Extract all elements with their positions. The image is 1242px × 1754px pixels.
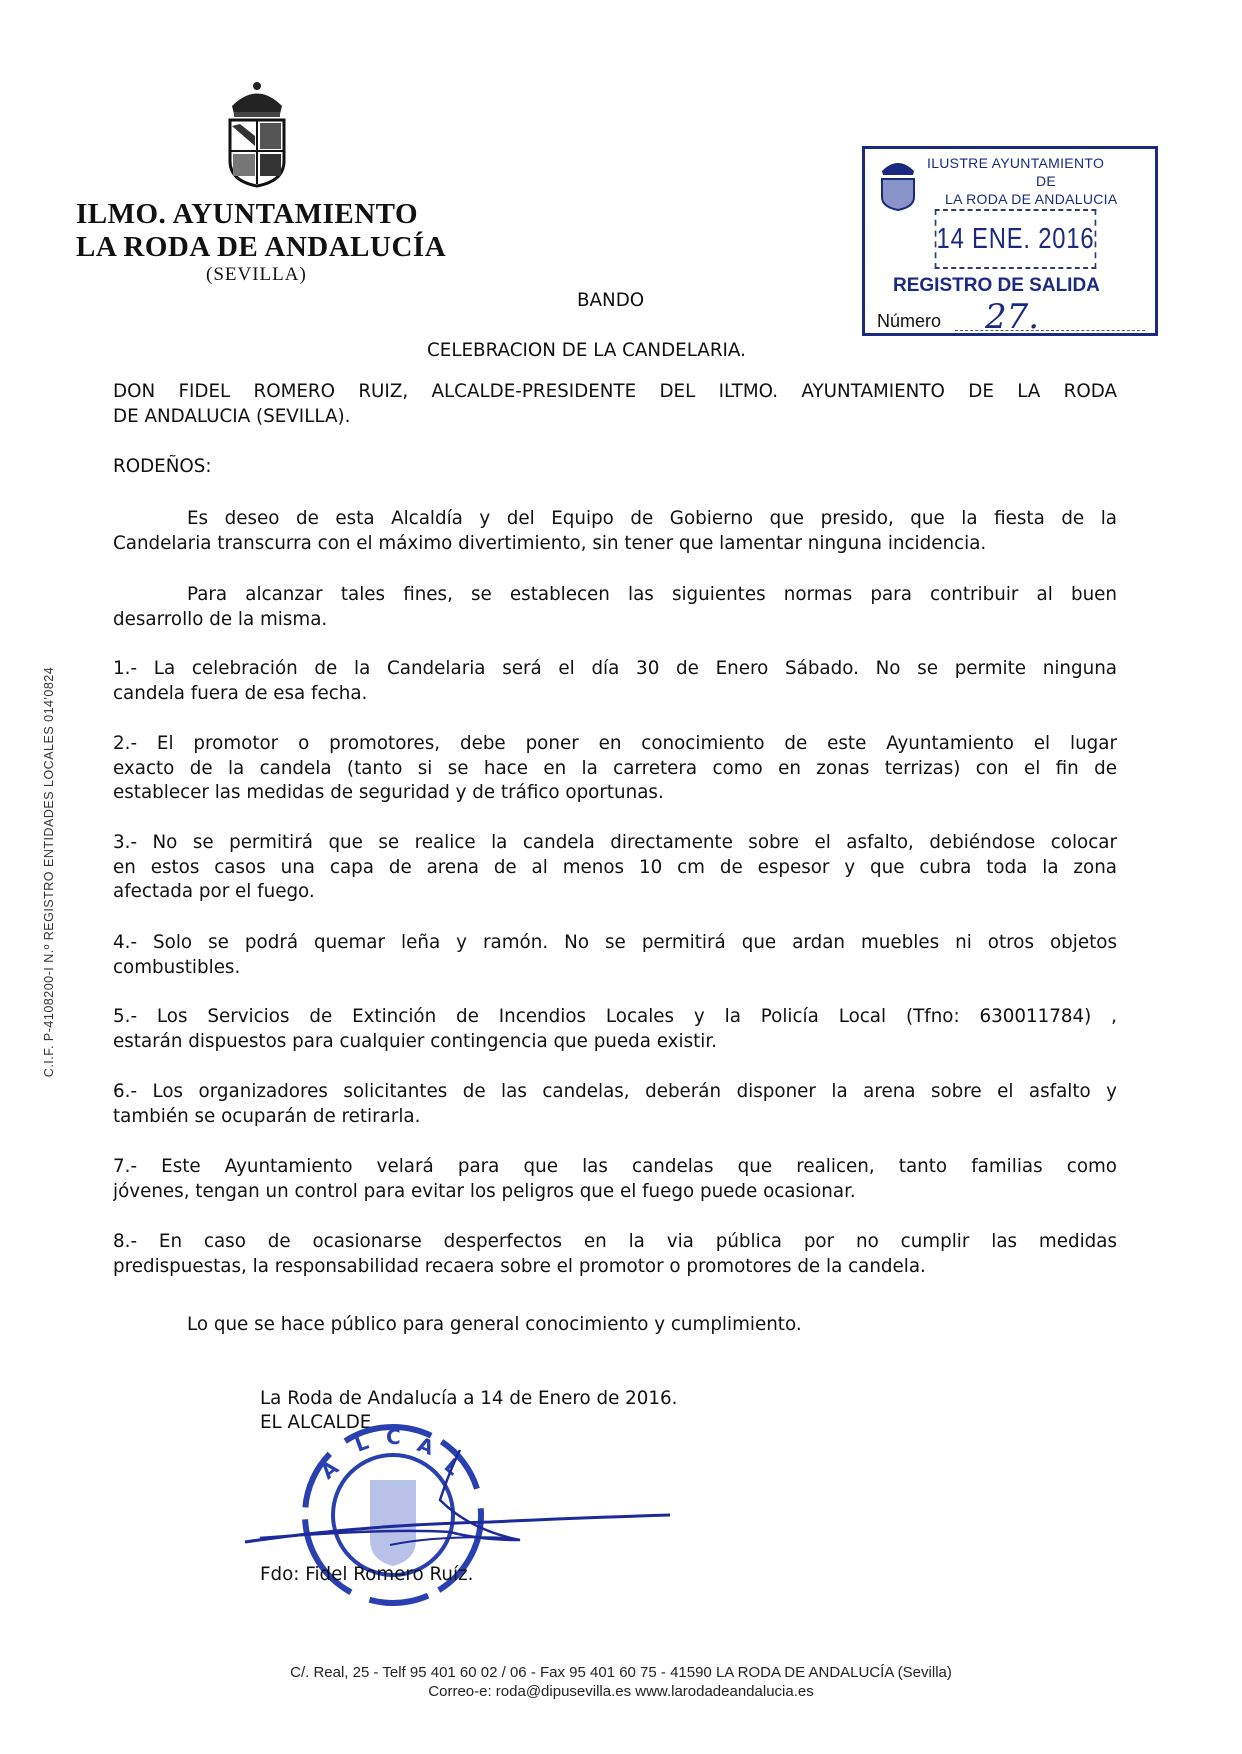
paragraph bbox=[113, 1230, 1117, 1279]
paragraph bbox=[113, 507, 1117, 556]
paragraph-line: candela fuera de esa fecha. bbox=[113, 682, 368, 704]
paragraph-line: predispuestas, la responsabilidad recaera sobre el promotor o promotores de la candela. bbox=[113, 1255, 926, 1277]
paragraph-line: combustibles. bbox=[113, 956, 241, 978]
paragraph-line: Candelaria transcurra con el máximo divertimiento, sin tener que lamentar ninguna incidencia. bbox=[113, 532, 987, 554]
paragraph-line: Para alcanzar tales fines, se establecen las siguientes normas para contribuir al buen bbox=[187, 584, 1117, 605]
paragraph-line: 3.- No se permitirá que se realice la candela directamente sobre el asfalto, debiéndose colocar bbox=[113, 832, 1117, 853]
paragraph-line: establecer las medidas de seguridad y de tráfico oportunas. bbox=[113, 782, 664, 804]
paragraph-line: 2.- El promotor o promotores, debe poner en conocimiento de este Ayuntamiento el lugar bbox=[113, 733, 1117, 754]
signature bbox=[240, 1440, 700, 1560]
document-type: BANDO bbox=[577, 290, 645, 311]
paragraph-line: afectada por el fuego. bbox=[113, 881, 315, 903]
svg-text:L: L bbox=[439, 1453, 465, 1481]
signer-title: EL ALCALDE bbox=[260, 1412, 372, 1433]
paragraph-line: también se ocuparán de retirarla. bbox=[113, 1105, 421, 1127]
place-and-date: La Roda de Andalucía a 14 de Enero de 2016. bbox=[260, 1388, 678, 1409]
paragraph-line: 6.- Los organizadores solicitantes de las candelas, deberán disponer la arena sobre el asfalto y bbox=[113, 1081, 1117, 1102]
stamp-number-label: Número bbox=[877, 311, 942, 331]
stamp-crest-icon bbox=[879, 155, 917, 211]
paragraph-line: exacto de la candela (tanto si se hace en la carretera como en zonas terrizas) con el fin de bbox=[113, 757, 1117, 779]
paragraph bbox=[113, 732, 1117, 806]
paragraph-line: desarrollo de la misma. bbox=[113, 608, 328, 630]
paragraph bbox=[113, 1080, 1117, 1129]
stamp-line1: ILUSTRE AYUNTAMIENTO bbox=[927, 155, 1105, 171]
paragraph-line: RODEÑOS: bbox=[113, 456, 212, 477]
paragraph bbox=[113, 1155, 1117, 1204]
paragraph-line: jóvenes, tengan un control para evitar los peligros que el fuego puede ocasionar. bbox=[113, 1180, 856, 1202]
paragraph-line: 1.- La celebración de la Candelaria será el día 30 de Enero Sábado. No se permite ninguna bbox=[113, 658, 1117, 679]
svg-text:L: L bbox=[351, 1429, 372, 1457]
footer-address: C/. Real, 25 - Telf 95 401 60 02 / 06 - Fax 95 401 60 75 - 41590 LA RODA DE ANDALUCÍA (Sevilla) bbox=[290, 1664, 952, 1681]
paragraph-line: 8.- En caso de ocasionarse desperfectos en la via pública por no cumplir las medidas bbox=[113, 1231, 1117, 1252]
svg-text:A: A bbox=[414, 1432, 438, 1460]
paragraph bbox=[113, 657, 1117, 706]
stamp-number-value: 27. bbox=[985, 297, 1040, 337]
stamp-line3: LA RODA DE ANDALUCIA bbox=[945, 191, 1118, 207]
paragraph bbox=[113, 931, 1117, 980]
paragraph-line: DON FIDEL ROMERO RUIZ, ALCALDE-PRESIDENTE DEL ILTMO. AYUNTAMIENTO DE LA RODA bbox=[113, 381, 1117, 402]
paragraph bbox=[113, 380, 1117, 429]
signed-by: Fdo: Fidel Romero Ruíz. bbox=[260, 1564, 474, 1585]
paragraph-line: Es deseo de esta Alcaldía y del Equipo de Gobierno que presido, que la fiesta de la bbox=[187, 508, 1117, 529]
stamp-title: REGISTRO DE SALIDA bbox=[893, 275, 1100, 296]
document-subject: CELEBRACION DE LA CANDELARIA. bbox=[427, 340, 746, 361]
paragraph-line: en estos casos una capa de arena de al menos 10 cm de espesor y que cubra toda la zona bbox=[113, 856, 1117, 878]
paragraph-line: 4.- Solo se podrá quemar leña y ramón. No se permitirá que ardan muebles ni otros objetos bbox=[113, 932, 1117, 953]
registry-stamp bbox=[862, 146, 1158, 336]
coat-of-arms-logo bbox=[222, 76, 292, 188]
paragraph bbox=[113, 1005, 1117, 1054]
paragraph bbox=[113, 455, 1117, 480]
paragraph-line: DE ANDALUCIA (SEVILLA). bbox=[113, 405, 351, 427]
svg-text:C: C bbox=[386, 1425, 401, 1449]
side-registration-text: C.I.F. P-4108200-I N.º REGISTRO ENTIDADES LOCALES 014'0824 bbox=[42, 666, 56, 1078]
institution-name-line1: ILMO. AYUNTAMIENTO bbox=[76, 198, 419, 230]
stamp-date: 14 ENE. 2016 bbox=[935, 209, 1097, 269]
svg-text:A: A bbox=[315, 1455, 344, 1484]
institution-name-line2: LA RODA DE ANDALUCÍA bbox=[76, 231, 447, 263]
paragraph-line: 7.- Este Ayuntamiento velará para que las candelas que realicen, tanto familias como bbox=[113, 1156, 1117, 1177]
paragraph-line: estarán dispuestos para cualquier contingencia que pueda existir. bbox=[113, 1030, 718, 1052]
paragraph-line: 5.- Los Servicios de Extinción de Incendios Locales y la Policía Local (Tfno: 630011784) , bbox=[113, 1006, 1117, 1027]
footer-contact: Correo-e: roda@dipusevilla.es www.larodadeandalucia.es bbox=[428, 1683, 814, 1700]
institution-province: (SEVILLA) bbox=[206, 264, 307, 285]
stamp-line2: DE bbox=[1036, 173, 1057, 189]
paragraph bbox=[113, 831, 1117, 905]
paragraph bbox=[113, 583, 1117, 632]
closing-statement: Lo que se hace público para general conocimiento y cumplimiento. bbox=[187, 1314, 802, 1335]
